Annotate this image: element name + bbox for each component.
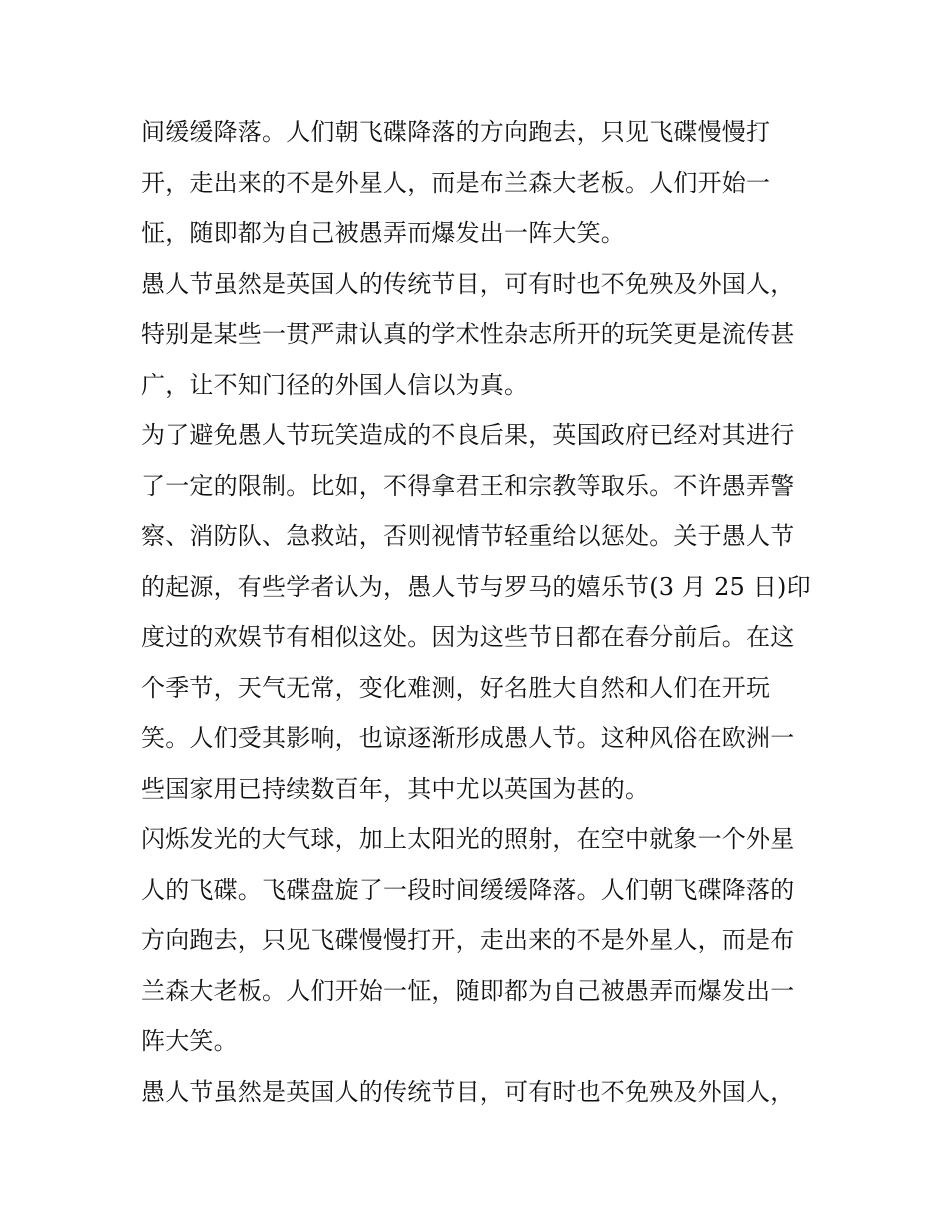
text-line: 察、消防队、急救站，否则视情节轻重给以惩处。关于愚人节 xyxy=(141,522,795,550)
paragraph-4 xyxy=(141,814,821,1067)
text-line: 人的飞碟。飞碟盘旋了一段时间缓缓降落。人们朝飞碟降落的 xyxy=(141,875,795,904)
paragraph-1 xyxy=(141,107,821,259)
paragraph-5 xyxy=(141,1067,821,1118)
text-line: 的起源，有些学者认为，愚人节与罗马的嬉乐节(3 月 25 日)印 xyxy=(141,572,811,601)
text-line: 方向跑去，只见飞碟慢慢打开，走出来的不是外星人，而是布 xyxy=(141,926,795,954)
text-line: 愚人节虽然是英国人的传统节目，可有时也不免殃及外国人， xyxy=(141,269,795,298)
text-line: 广，让不知门径的外国人信以为真。 xyxy=(141,370,529,399)
text-line: 愚人节虽然是英国人的传统节目，可有时也不免殃及外国人， xyxy=(141,1077,795,1106)
text-line: 度过的欢娱节有相似这处。因为这些节日都在春分前后。在这 xyxy=(141,623,795,651)
text-line: 间缓缓降落。人们朝飞碟降落的方向跑去，只见飞碟慢慢打 xyxy=(141,118,771,146)
text-line: 了一定的限制。比如，不得拿君王和宗教等取乐。不许愚弄警 xyxy=(141,471,795,500)
text-line: 笑。人们受其影响，也谅逐渐形成愚人节。这种风俗在欧洲一 xyxy=(141,724,795,752)
text-line: 闪烁发光的大气球，加上太阳光的照射，在空中就象一个外星 xyxy=(141,825,795,853)
text-line: 阵大笑。 xyxy=(141,1027,238,1055)
text-line: 特别是某些一贯严肃认真的学术性杂志所开的玩笑更是流传甚 xyxy=(141,320,795,348)
paragraph-3 xyxy=(141,410,821,814)
text-line: 个季节，天气无常，变化难测，好名胜大自然和人们在开玩 xyxy=(141,673,771,702)
text-line: 些国家用已持续数百年，其中尤以英国为甚的。 xyxy=(141,774,650,803)
text-line: 开，走出来的不是外星人，而是布兰森大老板。人们开始一 xyxy=(141,168,771,197)
document-body xyxy=(141,107,821,1117)
text-line: 兰森大老板。人们开始一怔，随即都为自己被愚弄而爆发出一 xyxy=(141,976,795,1005)
text-line: 为了避免愚人节玩笑造成的不良后果，英国政府已经对其进行 xyxy=(141,421,795,449)
paragraph-2 xyxy=(141,259,821,411)
text-line: 怔，随即都为自己被愚弄而爆发出一阵大笑。 xyxy=(141,219,625,247)
